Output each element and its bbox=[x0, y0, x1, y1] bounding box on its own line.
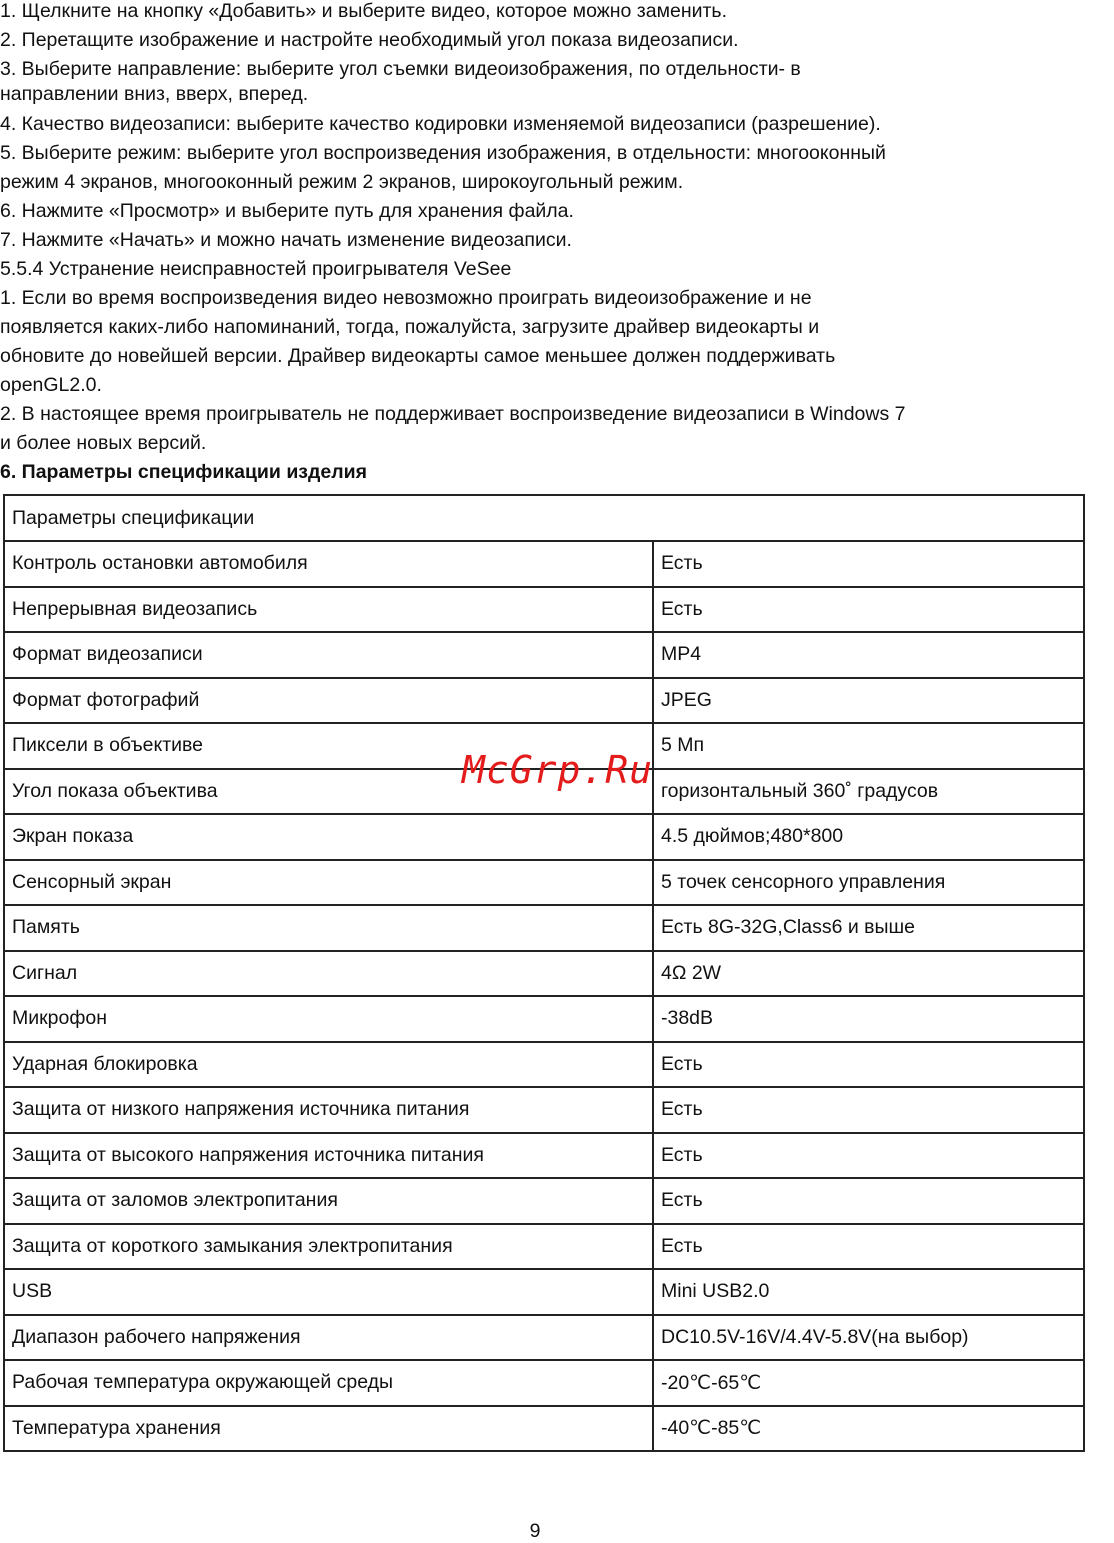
spec-value-cell: Есть bbox=[653, 1042, 1084, 1088]
table-row bbox=[4, 1178, 1084, 1224]
table-row bbox=[4, 678, 1084, 724]
table-row bbox=[4, 905, 1084, 951]
spec-table-header-row bbox=[4, 495, 1084, 541]
spec-value-cell: JPEG bbox=[653, 678, 1084, 724]
troubleshoot-2-line-2: и более новых версий. bbox=[0, 432, 207, 454]
troubleshoot-1-line-4: openGL2.0. bbox=[0, 374, 102, 396]
spec-param-cell: Рабочая температура окружающей среды bbox=[4, 1360, 653, 1406]
table-row bbox=[4, 1133, 1084, 1179]
troubleshooting-heading: 5.5.4 Устранение неисправностей проигрывателя VeSee bbox=[0, 258, 512, 280]
spec-value-cell: Есть bbox=[653, 541, 1084, 587]
spec-param-cell: Контроль остановки автомобиля bbox=[4, 541, 653, 587]
spec-param-cell: Экран показа bbox=[4, 814, 653, 860]
spec-value-cell: 5 точек сенсорного управления bbox=[653, 860, 1084, 906]
watermark-logo: McGrp.Ru bbox=[462, 748, 654, 792]
spec-value-cell: Есть bbox=[653, 1087, 1084, 1133]
spec-value-cell: горизонтальный 360˚ градусов bbox=[653, 769, 1084, 815]
step-2: 2. Перетащите изображение и настройте необходимый угол показа видеозаписи. bbox=[0, 29, 739, 51]
step-5-line-1: 5. Выберите режим: выберите угол воспроизведения изображения, в отдельности: многооконный bbox=[0, 142, 886, 164]
table-row bbox=[4, 1269, 1084, 1315]
table-row bbox=[4, 814, 1084, 860]
step-1: 1. Щелкните на кнопку «Добавить» и выберите видео, которое можно заменить. bbox=[0, 0, 727, 22]
spec-param-cell: Защита от короткого замыкания электропитания bbox=[4, 1224, 653, 1270]
step-6: 6. Нажмите «Просмотр» и выберите путь для хранения файла. bbox=[0, 200, 574, 222]
spec-value-cell: 5 Мп bbox=[653, 723, 1084, 769]
spec-param-cell: USB bbox=[4, 1269, 653, 1315]
table-row bbox=[4, 1360, 1084, 1406]
table-row bbox=[4, 587, 1084, 633]
spec-param-cell: Защита от заломов электропитания bbox=[4, 1178, 653, 1224]
table-row bbox=[4, 632, 1084, 678]
spec-value-cell: Есть bbox=[653, 587, 1084, 633]
spec-param-cell: Сенсорный экран bbox=[4, 860, 653, 906]
spec-value-cell: -40℃-85℃ bbox=[653, 1406, 1084, 1452]
spec-param-cell: Защита от низкого напряжения источника питания bbox=[4, 1087, 653, 1133]
spec-param-cell: Непрерывная видеозапись bbox=[4, 587, 653, 633]
spec-value-cell: Есть bbox=[653, 1224, 1084, 1270]
page-number: 9 bbox=[529, 1520, 541, 1542]
table-row bbox=[4, 996, 1084, 1042]
spec-param-cell: Формат видеозаписи bbox=[4, 632, 653, 678]
spec-param-cell: Формат фотографий bbox=[4, 678, 653, 724]
spec-value-cell: -20℃-65℃ bbox=[653, 1360, 1084, 1406]
spec-param-cell: Температура хранения bbox=[4, 1406, 653, 1452]
spec-value-cell: Есть bbox=[653, 1178, 1084, 1224]
troubleshoot-1-line-2: появляется каких-либо напоминаний, тогда, пожалуйста, загрузите драйвер видеокарты и bbox=[0, 316, 820, 338]
table-row bbox=[4, 1087, 1084, 1133]
step-4: 4. Качество видеозаписи: выберите качество кодировки изменяемой видеозаписи (разрешение). bbox=[0, 113, 881, 135]
spec-table-header: Параметры спецификации bbox=[4, 495, 1084, 541]
table-row bbox=[4, 1042, 1084, 1088]
step-3-line-1: 3. Выберите направление: выберите угол съемки видеоизображения, по отдельности- в bbox=[0, 58, 801, 80]
spec-param-cell: Микрофон bbox=[4, 996, 653, 1042]
table-row bbox=[4, 1406, 1084, 1452]
spec-table bbox=[3, 494, 1085, 1452]
section-heading: 6. Параметры спецификации изделия bbox=[0, 461, 367, 483]
troubleshoot-1-line-3: обновите до новейшей версии. Драйвер видеокарты самое меньшее должен поддерживать bbox=[0, 345, 836, 367]
spec-param-cell: Ударная блокировка bbox=[4, 1042, 653, 1088]
spec-value-cell: DC10.5V-16V/4.4V-5.8V(на выбор) bbox=[653, 1315, 1084, 1361]
spec-param-cell: Сигнал bbox=[4, 951, 653, 997]
spec-param-cell: Защита от высокого напряжения источника питания bbox=[4, 1133, 653, 1179]
spec-param-cell: Диапазон рабочего напряжения bbox=[4, 1315, 653, 1361]
table-row bbox=[4, 860, 1084, 906]
spec-value-cell: Есть 8G-32G,Class6 и выше bbox=[653, 905, 1084, 951]
table-row bbox=[4, 1224, 1084, 1270]
spec-param-cell: Угол показа объектива bbox=[4, 769, 653, 815]
spec-value-cell: 4.5 дюймов;480*800 bbox=[653, 814, 1084, 860]
step-3-line-2: направлении вниз, вверх, вперед. bbox=[0, 83, 309, 105]
spec-value-cell: Mini USB2.0 bbox=[653, 1269, 1084, 1315]
troubleshoot-1-line-1: 1. Если во время воспроизведения видео невозможно проиграть видеоизображение и не bbox=[0, 287, 812, 309]
spec-value-cell: Есть bbox=[653, 1133, 1084, 1179]
spec-param-cell: Пиксели в объективе bbox=[4, 723, 653, 769]
troubleshoot-2-line-1: 2. В настоящее время проигрыватель не поддерживает воспроизведение видеозаписи в Windows 7 bbox=[0, 403, 906, 425]
step-5-line-2: режим 4 экранов, многооконный режим 2 экранов, широкоугольный режим. bbox=[0, 171, 684, 193]
spec-param-cell: Память bbox=[4, 905, 653, 951]
step-7: 7. Нажмите «Начать» и можно начать изменение видеозаписи. bbox=[0, 229, 572, 251]
spec-value-cell: 4Ω 2W bbox=[653, 951, 1084, 997]
table-row bbox=[4, 951, 1084, 997]
table-row bbox=[4, 1315, 1084, 1361]
table-row bbox=[4, 541, 1084, 587]
spec-value-cell: MP4 bbox=[653, 632, 1084, 678]
spec-value-cell: -38dB bbox=[653, 996, 1084, 1042]
